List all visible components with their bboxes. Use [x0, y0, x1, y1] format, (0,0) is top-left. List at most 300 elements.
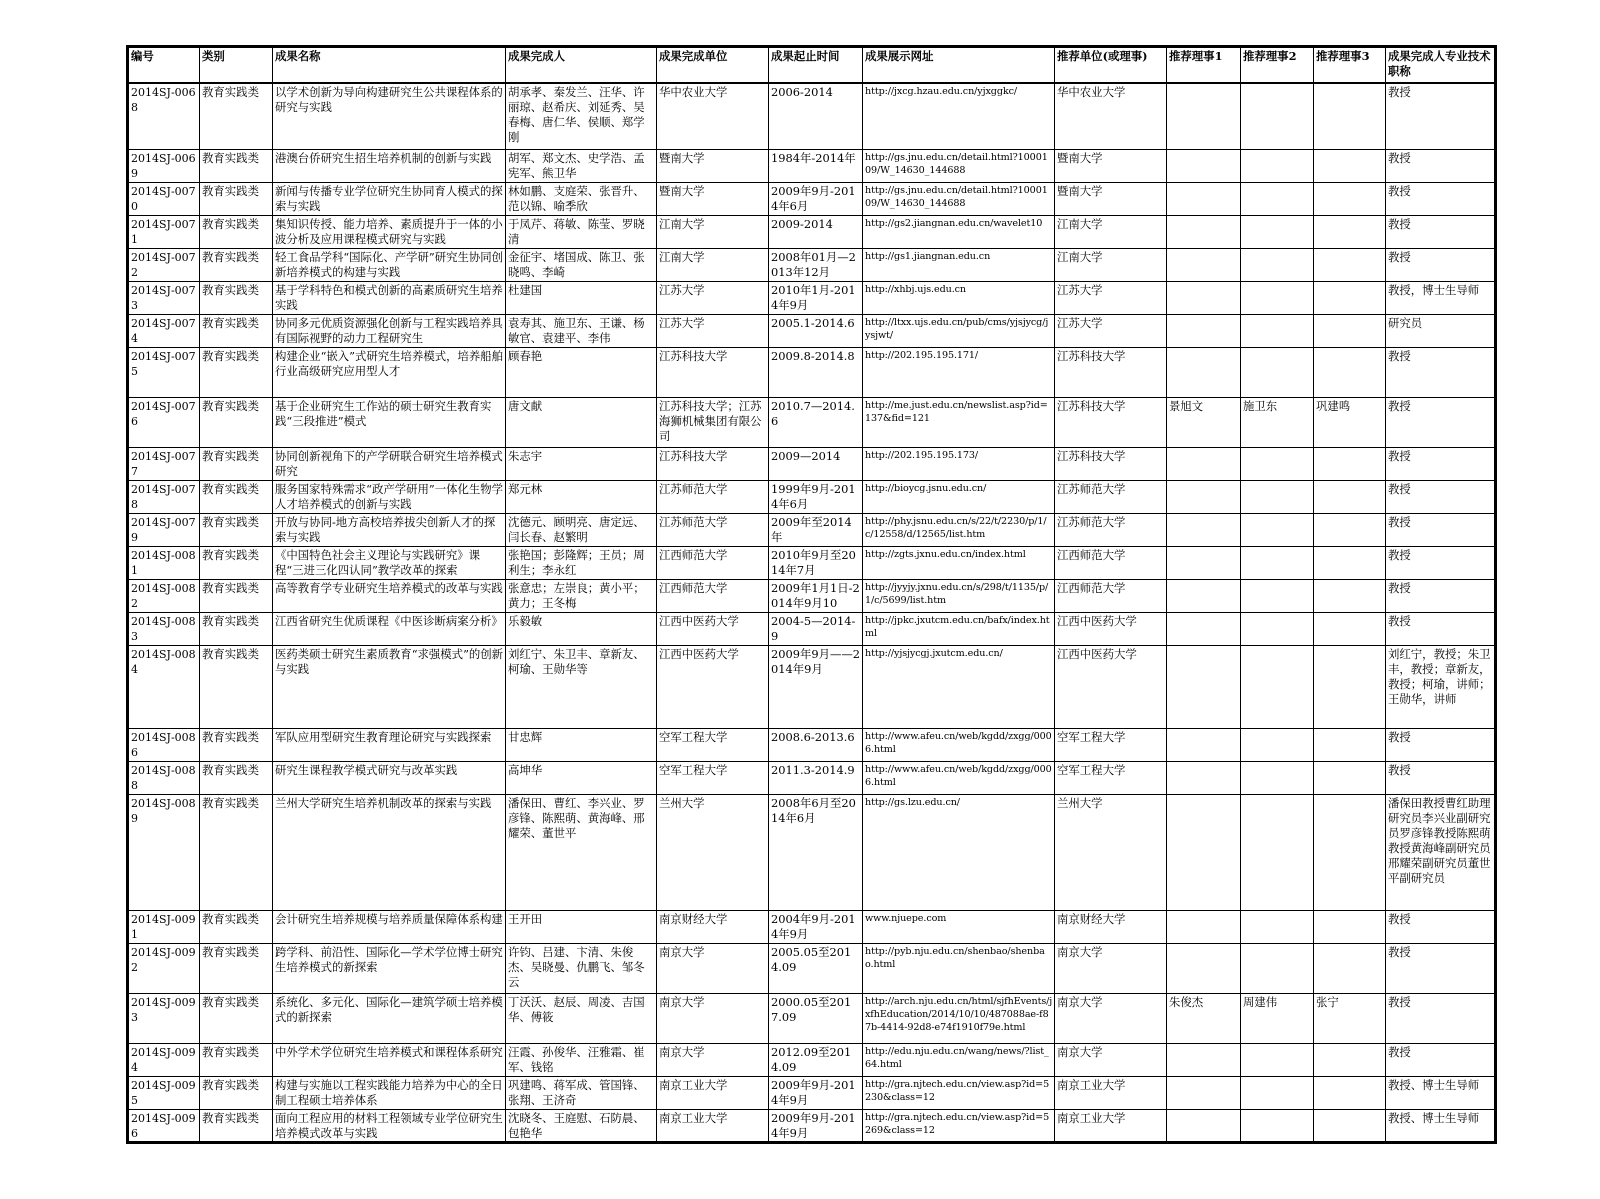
cell-id: 2014SJ-0084 — [128, 645, 200, 728]
cell-director-2 — [1241, 943, 1314, 993]
cell-period: 2009-2014 — [769, 215, 863, 248]
cell-period: 2005.05至2014.09 — [769, 943, 863, 993]
cell-authors: 胡承孝、秦发兰、汪华、许丽琼、赵希庆、刘延秀、吴春梅、唐仁华、侯顺、郑学刚 — [506, 83, 657, 149]
cell-id: 2014SJ-0071 — [128, 215, 200, 248]
cell-authors: 刘红宁、朱卫丰、章新友、柯瑜、王勋华等 — [506, 645, 657, 728]
cell-period: 2009年9月-2014年9月 — [769, 1109, 863, 1142]
cell-unit: 江南大学 — [657, 215, 769, 248]
cell-period: 2010年9月至2014年7月 — [769, 546, 863, 579]
cell-title: 基于企业研究生工作站的硕士研究生教育实践“三段推进”模式 — [273, 397, 506, 447]
cell-authors: 唐文献 — [506, 397, 657, 447]
cell-period: 2009年9月-2014年9月 — [769, 1076, 863, 1109]
cell-category: 教育实践类 — [200, 943, 273, 993]
cell-director-1 — [1167, 347, 1241, 397]
cell-director-1 — [1167, 645, 1241, 728]
cell-url: http://arch.nju.edu.cn/html/sjfhEvents/jxfhEducation/2014/10/10/487088ae-f87b-4414-92d8-e74f1910f79e.html — [863, 993, 1055, 1043]
cell-authors: 潘保田、曹红、李兴业、罗彦锋、陈熙萌、黄海峰、邢耀荣、董世平 — [506, 794, 657, 910]
cell-director-2 — [1241, 480, 1314, 513]
cell-director-3 — [1314, 215, 1386, 248]
cell-authors: 袁寿其、施卫东、王谦、杨敏官、袁建平、李伟 — [506, 314, 657, 347]
cell-url: http://gs1.jiangnan.edu.cn — [863, 248, 1055, 281]
cell-category: 教育实践类 — [200, 397, 273, 447]
cell-id: 2014SJ-0070 — [128, 182, 200, 215]
cell-director-2 — [1241, 794, 1314, 910]
cell-title: 兰州大学研究生培养机制改革的探索与实践 — [273, 794, 506, 910]
cell-recommender: 江苏科技大学 — [1055, 397, 1167, 447]
table-row — [128, 1076, 1496, 1109]
cell-category: 教育实践类 — [200, 248, 273, 281]
cell-director-2 — [1241, 447, 1314, 480]
cell-authors: 朱志宇 — [506, 447, 657, 480]
cell-unit: 江苏科技大学 — [657, 447, 769, 480]
table-row — [128, 215, 1496, 248]
cell-director-1 — [1167, 1043, 1241, 1076]
cell-unit: 江苏师范大学 — [657, 513, 769, 546]
cell-unit: 江西师范大学 — [657, 546, 769, 579]
cell-director-2 — [1241, 83, 1314, 149]
cell-id: 2014SJ-0069 — [128, 149, 200, 182]
cell-title-rank: 潘保田教授曹红助理研究员李兴业副研究员罗彦锋教授陈熙萌教授黄海峰副研究员邢耀荣副研究员董世平副研究员 — [1386, 794, 1496, 910]
cell-unit: 江苏科技大学；江苏海狮机械集团有限公司 — [657, 397, 769, 447]
cell-category: 教育实践类 — [200, 794, 273, 910]
cell-director-1: 朱俊杰 — [1167, 993, 1241, 1043]
cell-url: http://jxcg.hzau.edu.cn/yjxggkc/ — [863, 83, 1055, 149]
cell-director-2 — [1241, 546, 1314, 579]
cell-title: 构建与实施以工程实践能力培养为中心的全日制工程硕士培养体系 — [273, 1076, 506, 1109]
cell-title: 新闻与传播专业学位研究生协同育人模式的探索与实践 — [273, 182, 506, 215]
cell-director-1 — [1167, 281, 1241, 314]
cell-director-3 — [1314, 728, 1386, 761]
cell-title: 轻工食品学科“国际化、产学研”研究生协同创新培养模式的构建与实践 — [273, 248, 506, 281]
cell-id: 2014SJ-0092 — [128, 943, 200, 993]
cell-director-3 — [1314, 513, 1386, 546]
cell-authors: 沈德元、顾明亮、唐定远、闫长春、赵繁明 — [506, 513, 657, 546]
cell-director-2 — [1241, 182, 1314, 215]
cell-unit: 暨南大学 — [657, 149, 769, 182]
cell-recommender: 江苏科技大学 — [1055, 347, 1167, 397]
cell-title-rank: 教授 — [1386, 149, 1496, 182]
cell-period: 2009年至2014年 — [769, 513, 863, 546]
header-cell: 成果展示网址 — [863, 47, 1055, 84]
cell-director-3 — [1314, 480, 1386, 513]
cell-director-2 — [1241, 215, 1314, 248]
cell-id: 2014SJ-0093 — [128, 993, 200, 1043]
cell-recommender: 江苏师范大学 — [1055, 480, 1167, 513]
header-cell: 成果完成人专业技术职称 — [1386, 47, 1496, 84]
cell-title: 构建企业“嵌入”式研究生培养模式，培养船舶行业高级研究应用型人才 — [273, 347, 506, 397]
cell-recommender: 南京大学 — [1055, 993, 1167, 1043]
cell-id: 2014SJ-0077 — [128, 447, 200, 480]
cell-director-2 — [1241, 314, 1314, 347]
cell-unit: 江苏大学 — [657, 314, 769, 347]
cell-url: http://yjsjycgj.jxutcm.edu.cn/ — [863, 645, 1055, 728]
cell-director-3 — [1314, 248, 1386, 281]
cell-authors: 张意忠；左崇良；黄小平；黄力；王冬梅 — [506, 579, 657, 612]
cell-director-1 — [1167, 513, 1241, 546]
cell-category: 教育实践类 — [200, 910, 273, 943]
cell-director-3 — [1314, 794, 1386, 910]
cell-title: 港澳台侨研究生招生培养机制的创新与实践 — [273, 149, 506, 182]
cell-recommender: 南京大学 — [1055, 1043, 1167, 1076]
cell-director-1 — [1167, 728, 1241, 761]
cell-director-1 — [1167, 794, 1241, 910]
cell-id: 2014SJ-0091 — [128, 910, 200, 943]
cell-recommender: 南京大学 — [1055, 943, 1167, 993]
table-row — [128, 480, 1496, 513]
cell-url: http://www.afeu.cn/web/kgdd/zxgg/0006.html — [863, 761, 1055, 794]
header-cell: 成果完成人 — [506, 47, 657, 84]
cell-director-3 — [1314, 761, 1386, 794]
cell-category: 教育实践类 — [200, 1043, 273, 1076]
cell-director-1: 景旭文 — [1167, 397, 1241, 447]
cell-url: http://me.just.edu.cn/newslist.asp?id=137&fid=121 — [863, 397, 1055, 447]
cell-authors: 郑元林 — [506, 480, 657, 513]
header-cell: 编号 — [128, 47, 200, 84]
table-row — [128, 314, 1496, 347]
cell-id: 2014SJ-0096 — [128, 1109, 200, 1142]
cell-id: 2014SJ-0076 — [128, 397, 200, 447]
cell-url: http://xhbj.ujs.edu.cn — [863, 281, 1055, 314]
cell-url: http://bioycg.jsnu.edu.cn/ — [863, 480, 1055, 513]
cell-title: 系统化、多元化、国际化—建筑学硕士培养模式的新探索 — [273, 993, 506, 1043]
cell-title-rank: 教授 — [1386, 1043, 1496, 1076]
cell-url: http://202.195.195.173/ — [863, 447, 1055, 480]
cell-category: 教育实践类 — [200, 993, 273, 1043]
cell-title-rank: 教授 — [1386, 347, 1496, 397]
cell-url: http://gra.njtech.edu.cn/view.asp?id=5269&class=12 — [863, 1109, 1055, 1142]
cell-recommender: 南京工业大学 — [1055, 1076, 1167, 1109]
cell-id: 2014SJ-0068 — [128, 83, 200, 149]
cell-period: 2009年9月——2014年9月 — [769, 645, 863, 728]
cell-title-rank: 教授 — [1386, 761, 1496, 794]
cell-director-2 — [1241, 513, 1314, 546]
cell-title: 基于学科特色和模式创新的高素质研究生培养实践 — [273, 281, 506, 314]
header-cell: 推荐理事2 — [1241, 47, 1314, 84]
table-row — [128, 347, 1496, 397]
cell-recommender: 空军工程大学 — [1055, 761, 1167, 794]
table-row — [128, 182, 1496, 215]
cell-url: http://gs.jnu.edu.cn/detail.html?1000109/W_14630_144688 — [863, 149, 1055, 182]
cell-id: 2014SJ-0079 — [128, 513, 200, 546]
cell-period: 2005.1-2014.6 — [769, 314, 863, 347]
cell-director-1 — [1167, 943, 1241, 993]
cell-director-3 — [1314, 612, 1386, 645]
table-row — [128, 761, 1496, 794]
cell-authors: 沈晓冬、王庭慰、石防晨、包艳华 — [506, 1109, 657, 1142]
cell-title-rank: 教授 — [1386, 83, 1496, 149]
cell-period: 2008.6-2013.6 — [769, 728, 863, 761]
cell-url: http://202.195.195.171/ — [863, 347, 1055, 397]
cell-unit: 南京大学 — [657, 943, 769, 993]
cell-url: www.njuepe.com — [863, 910, 1055, 943]
cell-title-rank: 教授 — [1386, 480, 1496, 513]
cell-unit: 南京工业大学 — [657, 1076, 769, 1109]
cell-authors: 许钧、吕建、卞清、朱俊杰、吴晓曼、仇鹏飞、邹冬云 — [506, 943, 657, 993]
cell-director-1 — [1167, 910, 1241, 943]
cell-unit: 空军工程大学 — [657, 761, 769, 794]
cell-url: http://gs.jnu.edu.cn/detail.html?1000109/W_14630_144688 — [863, 182, 1055, 215]
table-row — [128, 993, 1496, 1043]
cell-director-2 — [1241, 1109, 1314, 1142]
cell-unit: 江南大学 — [657, 248, 769, 281]
cell-recommender: 暨南大学 — [1055, 182, 1167, 215]
cell-title: 军队应用型研究生教育理论研究与实践探索 — [273, 728, 506, 761]
cell-recommender: 江西中医药大学 — [1055, 612, 1167, 645]
cell-url: http://jyyjy.jxnu.edu.cn/s/298/t/1135/p/1/c/5699/list.htm — [863, 579, 1055, 612]
cell-title: 协同多元优质资源强化创新与工程实践培养具有国际视野的动力工程研究生 — [273, 314, 506, 347]
cell-category: 教育实践类 — [200, 728, 273, 761]
cell-unit: 南京大学 — [657, 993, 769, 1043]
cell-category: 教育实践类 — [200, 513, 273, 546]
cell-category: 教育实践类 — [200, 645, 273, 728]
cell-unit: 江苏大学 — [657, 281, 769, 314]
table-row — [128, 83, 1496, 149]
cell-title: 会计研究生培养规模与培养质量保障体系构建 — [273, 910, 506, 943]
cell-category: 教育实践类 — [200, 612, 273, 645]
header-cell: 推荐单位(或理事) — [1055, 47, 1167, 84]
cell-director-1 — [1167, 447, 1241, 480]
cell-title-rank: 教授、博士生导师 — [1386, 1076, 1496, 1109]
table-row — [128, 447, 1496, 480]
cell-unit: 暨南大学 — [657, 182, 769, 215]
cell-period: 2009年1月1日-2014年9月10 — [769, 579, 863, 612]
achievement-table — [126, 45, 1497, 1144]
cell-category: 教育实践类 — [200, 149, 273, 182]
table-row — [128, 397, 1496, 447]
cell-url: http://zgts.jxnu.edu.cn/index.html — [863, 546, 1055, 579]
table-row — [128, 281, 1496, 314]
cell-director-3 — [1314, 149, 1386, 182]
cell-recommender: 江苏师范大学 — [1055, 513, 1167, 546]
cell-unit: 南京大学 — [657, 1043, 769, 1076]
cell-id: 2014SJ-0095 — [128, 1076, 200, 1109]
cell-period: 2011.3-2014.9 — [769, 761, 863, 794]
cell-title: 开放与协同-地方高校培养拔尖创新人才的探索与实践 — [273, 513, 506, 546]
cell-recommender: 江南大学 — [1055, 248, 1167, 281]
cell-category: 教育实践类 — [200, 314, 273, 347]
cell-director-3: 巩建鸣 — [1314, 397, 1386, 447]
cell-authors: 王开田 — [506, 910, 657, 943]
cell-title: 集知识传授、能力培养、素质提升于一体的小波分析及应用课程模式研究与实践 — [273, 215, 506, 248]
cell-unit: 江苏科技大学 — [657, 347, 769, 397]
cell-period: 2010.7—2014.6 — [769, 397, 863, 447]
cell-recommender: 江苏大学 — [1055, 281, 1167, 314]
cell-director-1 — [1167, 149, 1241, 182]
table-row — [128, 943, 1496, 993]
cell-unit: 江西中医药大学 — [657, 645, 769, 728]
cell-recommender: 南京工业大学 — [1055, 1109, 1167, 1142]
cell-title-rank: 教授 — [1386, 215, 1496, 248]
cell-director-2 — [1241, 728, 1314, 761]
cell-director-3 — [1314, 546, 1386, 579]
table-row — [128, 612, 1496, 645]
cell-unit: 江西师范大学 — [657, 579, 769, 612]
cell-director-3 — [1314, 281, 1386, 314]
cell-period: 1984年-2014年 — [769, 149, 863, 182]
cell-unit: 南京财经大学 — [657, 910, 769, 943]
cell-period: 1999年9月-2014年6月 — [769, 480, 863, 513]
cell-director-2 — [1241, 761, 1314, 794]
cell-category: 教育实践类 — [200, 1076, 273, 1109]
table-row — [128, 910, 1496, 943]
cell-url: http://pyb.nju.edu.cn/shenbao/shenbao.html — [863, 943, 1055, 993]
cell-unit: 江苏师范大学 — [657, 480, 769, 513]
cell-id: 2014SJ-0081 — [128, 546, 200, 579]
cell-authors: 顾春艳 — [506, 347, 657, 397]
cell-title-rank: 研究员 — [1386, 314, 1496, 347]
cell-director-3 — [1314, 910, 1386, 943]
cell-title-rank: 刘红宁，教授；朱卫丰，教授；章新友，教授；柯瑜，讲师；王勋华，讲师 — [1386, 645, 1496, 728]
cell-category: 教育实践类 — [200, 761, 273, 794]
cell-recommender: 兰州大学 — [1055, 794, 1167, 910]
cell-director-2 — [1241, 149, 1314, 182]
cell-title-rank: 教授 — [1386, 447, 1496, 480]
cell-authors: 乐毅敏 — [506, 612, 657, 645]
cell-category: 教育实践类 — [200, 83, 273, 149]
cell-category: 教育实践类 — [200, 215, 273, 248]
cell-title: 江西省研究生优质课程《中医诊断病案分析》 — [273, 612, 506, 645]
cell-title-rank: 教授 — [1386, 728, 1496, 761]
cell-director-1 — [1167, 83, 1241, 149]
cell-director-1 — [1167, 1076, 1241, 1109]
cell-url: http://phy.jsnu.edu.cn/s/22/t/2230/p/1/c/12558/d/12565/list.htm — [863, 513, 1055, 546]
cell-url: http://jpkc.jxutcm.edu.cn/bafx/index.html — [863, 612, 1055, 645]
table-row — [128, 1109, 1496, 1142]
cell-title: 医药类硕士研究生素质教育“求强模式”的创新与实践 — [273, 645, 506, 728]
cell-director-2: 施卫东 — [1241, 397, 1314, 447]
cell-director-3 — [1314, 943, 1386, 993]
cell-director-2 — [1241, 579, 1314, 612]
cell-director-2 — [1241, 347, 1314, 397]
cell-category: 教育实践类 — [200, 546, 273, 579]
cell-director-1 — [1167, 1109, 1241, 1142]
cell-director-1 — [1167, 761, 1241, 794]
table-row — [128, 513, 1496, 546]
cell-authors: 甘忠辉 — [506, 728, 657, 761]
spreadsheet-table-container — [126, 45, 1494, 1144]
cell-category: 教育实践类 — [200, 447, 273, 480]
cell-id: 2014SJ-0073 — [128, 281, 200, 314]
cell-authors: 巩建鸣、蒋军成、管国锋、张翔、王济奇 — [506, 1076, 657, 1109]
cell-title-rank: 教授 — [1386, 546, 1496, 579]
cell-title: 面向工程应用的材料工程领域专业学位研究生培养模式改革与实践 — [273, 1109, 506, 1142]
cell-unit: 空军工程大学 — [657, 728, 769, 761]
cell-director-2 — [1241, 248, 1314, 281]
cell-director-1 — [1167, 182, 1241, 215]
table-row — [128, 248, 1496, 281]
cell-director-3 — [1314, 83, 1386, 149]
cell-title: 服务国家特殊需求“政产学研用”一体化生物学人才培养模式的创新与实践 — [273, 480, 506, 513]
cell-authors: 张艳国；彭隆辉；王员；周利生；李永红 — [506, 546, 657, 579]
table-row — [128, 546, 1496, 579]
cell-title: 研究生课程教学模式研究与改革实践 — [273, 761, 506, 794]
cell-director-3 — [1314, 645, 1386, 728]
cell-director-1 — [1167, 579, 1241, 612]
cell-id: 2014SJ-0088 — [128, 761, 200, 794]
cell-title-rank: 教授 — [1386, 943, 1496, 993]
cell-director-3: 张宁 — [1314, 993, 1386, 1043]
cell-title: 中外学术学位研究生培养模式和课程体系研究 — [273, 1043, 506, 1076]
cell-director-2 — [1241, 612, 1314, 645]
cell-category: 教育实践类 — [200, 579, 273, 612]
cell-recommender: 暨南大学 — [1055, 149, 1167, 182]
header-cell: 类别 — [200, 47, 273, 84]
cell-authors: 胡军、郑文杰、史学浩、孟宪军、熊卫华 — [506, 149, 657, 182]
cell-recommender: 江苏科技大学 — [1055, 447, 1167, 480]
header-cell: 成果起止时间 — [769, 47, 863, 84]
cell-director-3 — [1314, 447, 1386, 480]
cell-director-1 — [1167, 248, 1241, 281]
cell-recommender: 江西师范大学 — [1055, 579, 1167, 612]
cell-category: 教育实践类 — [200, 480, 273, 513]
cell-id: 2014SJ-0089 — [128, 794, 200, 910]
cell-period: 2006-2014 — [769, 83, 863, 149]
cell-title: 以学术创新为导向构建研究生公共课程体系的研究与实践 — [273, 83, 506, 149]
cell-url: http://gra.njtech.edu.cn/view.asp?id=5230&class=12 — [863, 1076, 1055, 1109]
cell-director-3 — [1314, 182, 1386, 215]
cell-url: http://www.afeu.cn/web/kgdd/zxgg/0006.html — [863, 728, 1055, 761]
table-row — [128, 728, 1496, 761]
header-cell: 成果名称 — [273, 47, 506, 84]
table-row — [128, 645, 1496, 728]
cell-id: 2014SJ-0082 — [128, 579, 200, 612]
cell-period: 2008年6月至2014年6月 — [769, 794, 863, 910]
header-cell: 推荐理事1 — [1167, 47, 1241, 84]
cell-id: 2014SJ-0078 — [128, 480, 200, 513]
cell-director-2 — [1241, 281, 1314, 314]
cell-title-rank: 教授 — [1386, 993, 1496, 1043]
cell-director-1 — [1167, 546, 1241, 579]
cell-recommender: 江苏大学 — [1055, 314, 1167, 347]
cell-director-1 — [1167, 612, 1241, 645]
cell-authors: 汪霞、孙俊华、汪雅霜、崔军、钱铭 — [506, 1043, 657, 1076]
cell-unit: 江西中医药大学 — [657, 612, 769, 645]
cell-recommender: 空军工程大学 — [1055, 728, 1167, 761]
table-row — [128, 1043, 1496, 1076]
cell-id: 2014SJ-0083 — [128, 612, 200, 645]
cell-recommender: 华中农业大学 — [1055, 83, 1167, 149]
header-row — [128, 47, 1496, 84]
table-row — [128, 794, 1496, 910]
cell-title-rank: 教授，博士生导师 — [1386, 281, 1496, 314]
cell-director-3 — [1314, 579, 1386, 612]
cell-director-3 — [1314, 1043, 1386, 1076]
cell-title-rank: 教授 — [1386, 579, 1496, 612]
cell-director-3 — [1314, 347, 1386, 397]
cell-authors: 高坤华 — [506, 761, 657, 794]
cell-director-1 — [1167, 314, 1241, 347]
cell-title: 协同创新视角下的产学研联合研究生培养模式研究 — [273, 447, 506, 480]
cell-authors: 丁沃沃、赵辰、周凌、吉国华、傅筱 — [506, 993, 657, 1043]
cell-unit: 南京工业大学 — [657, 1109, 769, 1142]
table-row — [128, 579, 1496, 612]
cell-unit: 华中农业大学 — [657, 83, 769, 149]
cell-period: 2010年1月-2014年9月 — [769, 281, 863, 314]
cell-director-1 — [1167, 480, 1241, 513]
cell-title: 《中国特色社会主义理论与实践研究》课程“三进三化四认同”教学改革的探索 — [273, 546, 506, 579]
cell-url: http://ltxx.ujs.edu.cn/pub/cms/yjsjycg/jysjwt/ — [863, 314, 1055, 347]
cell-period: 2009年9月-2014年6月 — [769, 182, 863, 215]
cell-title-rank: 教授 — [1386, 397, 1496, 447]
cell-id: 2014SJ-0072 — [128, 248, 200, 281]
cell-title-rank: 教授 — [1386, 248, 1496, 281]
cell-period: 2012.09至2014.09 — [769, 1043, 863, 1076]
cell-director-2: 周建伟 — [1241, 993, 1314, 1043]
cell-authors: 林如鹏、支庭荣、张晋升、范以锦、喻季欣 — [506, 182, 657, 215]
cell-title: 跨学科、前沿性、国际化—学术学位博士研究生培养模式的新探索 — [273, 943, 506, 993]
cell-recommender: 江南大学 — [1055, 215, 1167, 248]
cell-director-1 — [1167, 215, 1241, 248]
